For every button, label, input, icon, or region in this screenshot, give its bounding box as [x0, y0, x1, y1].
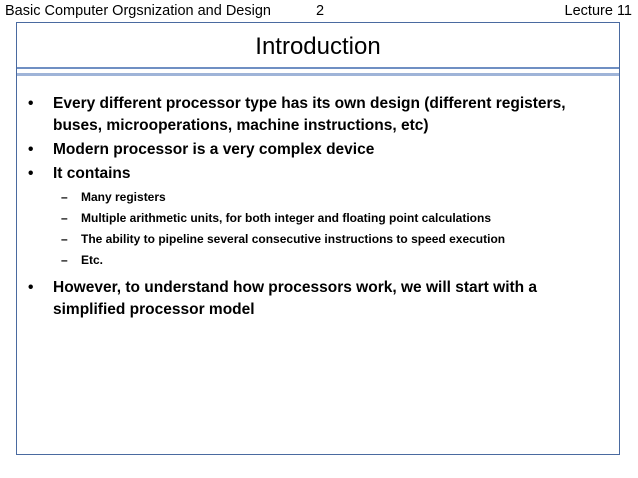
- bullet-marker: •: [28, 141, 34, 158]
- sub-bullet-item: [17, 250, 619, 271]
- bullet-list: [17, 93, 619, 323]
- sub-bullet-list: [17, 187, 619, 271]
- title-divider: [17, 67, 619, 69]
- sub-bullet-item: [17, 187, 619, 208]
- sub-bullet-text: The ability to pipeline several consecutive instructions to speed execution: [81, 232, 506, 246]
- bullet-item: [17, 163, 619, 185]
- content-frame: [16, 22, 620, 455]
- sub-bullet-item: [17, 229, 619, 250]
- sub-bullet-item: [17, 208, 619, 229]
- bullet-text: However, to understand how processors work, we will start with a simplified processor model: [53, 279, 538, 318]
- bullet-item: [17, 139, 619, 161]
- sub-bullet-marker: –: [61, 190, 68, 204]
- bullet-marker: •: [28, 95, 34, 112]
- bullet-item: [17, 277, 619, 321]
- lecture-label: Lecture 11: [564, 3, 632, 19]
- sub-bullet-text: Many registers: [81, 190, 166, 204]
- course-title: Basic Computer Orgsnization and Design: [5, 3, 271, 19]
- sub-bullet-marker: –: [61, 232, 68, 246]
- slide-title: Introduction: [255, 33, 381, 60]
- bullet-text: Every different processor type has its own design (different registers, buses, microoperations, machine instructions, etc): [53, 95, 566, 134]
- title-divider-thick: [17, 73, 619, 76]
- bullet-text: Modern processor is a very complex device: [53, 141, 375, 158]
- bullet-marker: •: [28, 165, 34, 182]
- sub-bullet-text: Etc.: [81, 253, 104, 267]
- sub-bullet-marker: –: [61, 253, 68, 267]
- bullet-text: It contains: [53, 165, 131, 182]
- page-number: 2: [316, 3, 325, 19]
- bullet-marker: •: [28, 279, 34, 296]
- slide-header: [0, 0, 638, 22]
- bullet-item: [17, 93, 619, 137]
- sub-bullet-marker: –: [61, 211, 68, 225]
- sub-bullet-text: Multiple arithmetic units, for both integer and floating point calculations: [81, 211, 492, 225]
